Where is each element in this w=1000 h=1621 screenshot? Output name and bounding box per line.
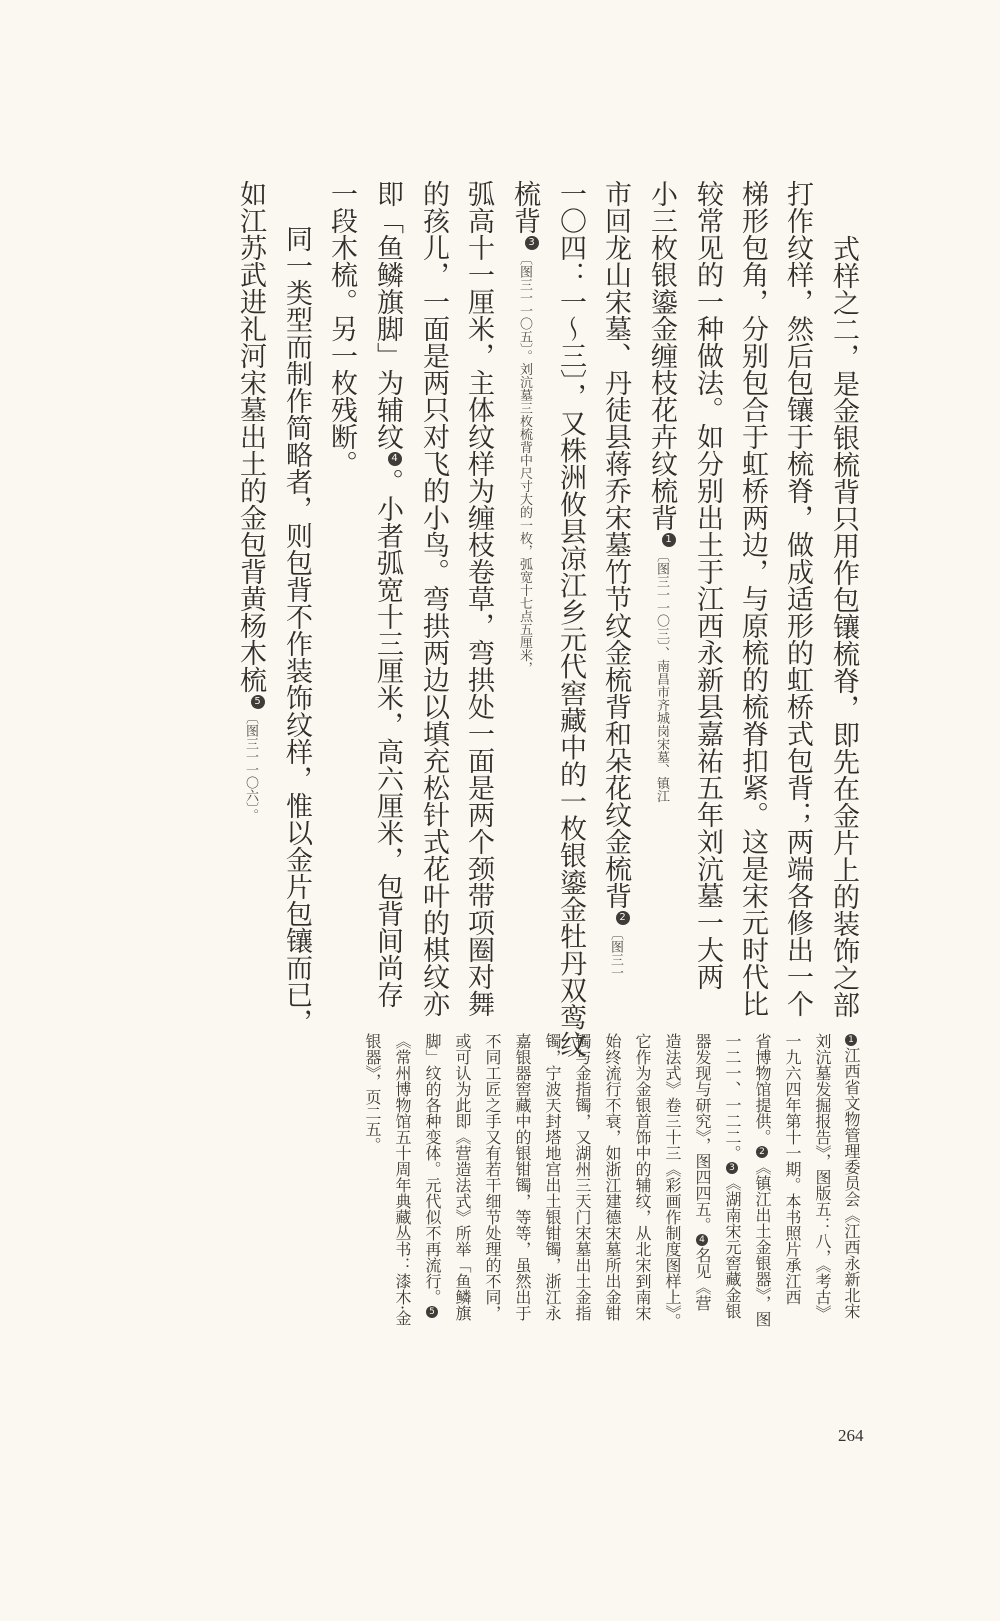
body-text: 弧高十一厘米，主体纹样为缠枝卷草，弯拱处一面是两个颈带项圈对舞 [463, 180, 494, 1017]
body-column-6 [602, 180, 630, 979]
note-number: 1 [845, 1034, 857, 1046]
body-column-8 [511, 180, 539, 675]
note-column-17 [364, 1033, 380, 1153]
note-column-7 [664, 1033, 680, 1329]
body-text: 打作纹样，然后包镶于梳脊，做成适形的虹桥式包背；两端各修出一个 [782, 180, 813, 1017]
note-column-8 [634, 1033, 650, 1321]
note-text: 《湖南宋元窖藏金银 [723, 1175, 742, 1319]
body-text: 的孩儿，一面是两只对飞的小鸟。弯拱两边以填充松针式花叶的棋纹亦 [418, 180, 449, 1017]
body-column-7 [557, 180, 584, 1058]
body-text: 即「鱼鳞旗脚」为辅纹 [372, 180, 403, 450]
footnote-marker: 5 [251, 695, 265, 709]
body-text: 一〇四：一～三〕，又株洲攸县凉江乡元代窖藏中的一枚银鎏金牡丹双鸾纹 [555, 180, 586, 1058]
note-text: 造法式》卷三十三《彩画作制度图样上》。 [663, 1033, 682, 1329]
note-number: 2 [756, 1146, 768, 1158]
note-text: 镯，宁波天封塔地宫出土银钳镯，浙江永 [543, 1033, 562, 1321]
note-column-14 [454, 1033, 470, 1321]
footnote-marker: 2 [616, 911, 630, 925]
note-text: 银器》，页二五。 [363, 1033, 382, 1153]
note-column-4 [754, 1033, 770, 1327]
body-text: 一段木梳。另一枚残断。 [326, 180, 357, 477]
body-text: 同一类型而制作简略者，则包背不作装饰纹样，惟以金片包镶而已， [281, 225, 312, 1035]
note-text: 嘉银器窖藏中的银钳镯，等等，虽然出于 [513, 1033, 532, 1321]
body-column-9 [465, 180, 492, 1017]
footnote-marker: 1 [662, 533, 676, 547]
body-text: 。小者弧宽十三厘米，高六厘米，包背间尚存 [372, 468, 403, 1008]
figure-reference: 〔图三一一〇六〕。 [243, 711, 258, 822]
note-column-16 [394, 1033, 410, 1326]
body-column-13 [283, 225, 310, 1035]
note-number: 3 [726, 1162, 738, 1174]
body-column-10 [420, 180, 447, 1017]
body-column-2 [784, 180, 811, 1017]
note-column-6 [694, 1033, 710, 1311]
note-column-3 [784, 1033, 800, 1305]
note-text: 《镇江出土金银器》，图 [753, 1159, 772, 1327]
note-text: 一二一、一二二。 [723, 1033, 742, 1161]
body-text: 较常见的一种做法。如分别出土于江西永新县嘉祐五年刘沆墓一大两 [692, 180, 723, 990]
note-column-2 [814, 1033, 830, 1321]
body-column-1 [830, 235, 857, 1018]
note-text: 或可认为此即《营造法式》所举「鱼鳞旗 [453, 1033, 472, 1321]
footnote-marker: 3 [525, 236, 539, 250]
note-text: 江西省文物管理委员会《江西永新北宋 [842, 1047, 861, 1319]
body-text: 梳背 [509, 180, 540, 234]
note-column-13 [484, 1033, 500, 1321]
note-column-11 [544, 1033, 560, 1321]
note-number: 4 [696, 1234, 708, 1246]
note-text: 一九六四年第十一期。本书照片承江西 [783, 1033, 802, 1305]
body-text: 小三枚银鎏金缠枝花卉纹梳背 [646, 180, 677, 531]
body-column-3 [739, 180, 766, 1017]
note-text: 始终流行不衰，如浙江建德宋墓所出金钳 [603, 1033, 622, 1321]
note-text: 器发现与研究》，图四四五。 [693, 1033, 712, 1233]
note-text: 刘沆墓发掘报告》，图版五：八，《考古》 [813, 1033, 832, 1321]
figure-reference: 〔图三一一〇五〕。刘沆墓三枚梳背中尺寸大的一枚，弧宽十七点五厘米， [517, 252, 532, 675]
page-number: 264 [838, 1426, 864, 1445]
body-text: 梯形包角，分别包合于虹桥两边，与原梳的梳脊扣紧。这是宋元时代比 [737, 180, 768, 1017]
note-text: 镯与金指镯，又湖州三天门宋墓出土金指 [573, 1033, 592, 1321]
body-column-11 [374, 180, 402, 1008]
note-number: 5 [426, 1306, 438, 1318]
note-text: 《常州博物馆五十周年典藏丛书：漆木·金 [393, 1033, 412, 1327]
figure-reference: 〔图三一一〇三〕、南昌市齐城岗宋墓、镇江 [654, 549, 669, 803]
note-column-9 [604, 1033, 620, 1321]
note-text: 不同工匠之手又有若干细节处理的不同， [483, 1033, 502, 1321]
body-text: 式样之二，是金银梳背只用作包镶梳脊，即先在金片上的装饰之部 [828, 235, 859, 1018]
body-column-4 [694, 180, 721, 990]
note-column-15 [424, 1033, 440, 1319]
body-column-14 [237, 180, 265, 822]
body-column-5 [648, 180, 676, 803]
body-text: 市回龙山宋墓、丹徒县蒋乔宋墓竹节纹金梳背和朵花纹金梳背 [600, 180, 631, 909]
body-column-12 [328, 180, 355, 477]
figure-reference: 〔图三一 [608, 927, 623, 979]
note-text: 脚」纹的各种变体。元代似不再流行。 [423, 1033, 442, 1305]
note-column-1 [843, 1033, 859, 1319]
note-text: 名见《营 [693, 1247, 712, 1311]
note-column-10 [574, 1033, 590, 1321]
note-column-12 [514, 1033, 530, 1321]
note-text: 省博物馆提供。 [753, 1033, 772, 1145]
note-text: 它作为金银首饰中的辅纹，从北宋到南宋 [633, 1033, 652, 1321]
footnote-marker: 4 [388, 452, 402, 466]
note-column-5 [724, 1033, 740, 1319]
body-text: 如江苏武进礼河宋墓出土的金包背黄杨木梳 [235, 180, 266, 693]
